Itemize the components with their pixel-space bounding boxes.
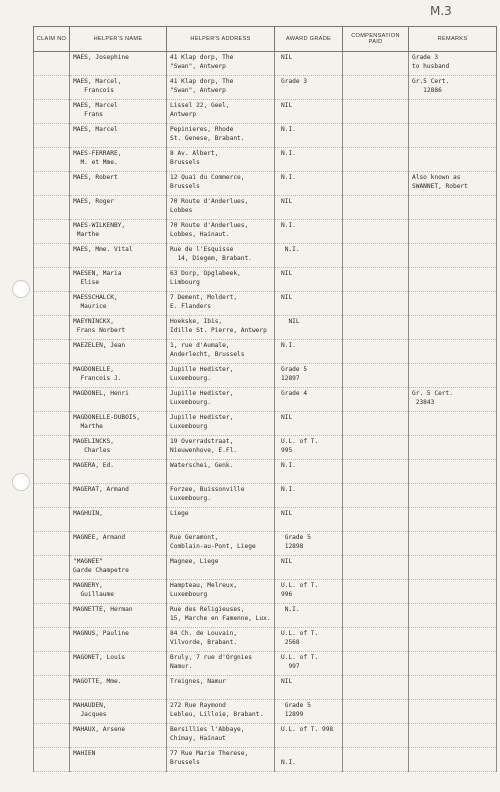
award-grade-cell: NIL — [275, 196, 343, 220]
award-grade-cell: NIL — [275, 268, 343, 292]
binder-hole — [12, 280, 30, 298]
remarks-cell — [409, 700, 497, 724]
compensation-cell — [343, 532, 409, 556]
compensation-cell — [343, 340, 409, 364]
claim-cell — [34, 340, 70, 364]
award-grade-cell: NIL — [275, 412, 343, 436]
compensation-cell — [343, 484, 409, 508]
table-row — [34, 580, 497, 604]
helper-name-cell: MAGDONELLE-DUBOIS, Marthe — [70, 412, 167, 436]
remarks-cell — [409, 652, 497, 676]
award-grade-cell: N.I. — [275, 148, 343, 172]
award-grade-cell: N.I. — [275, 124, 343, 148]
remarks-cell — [409, 196, 497, 220]
helper-name-cell: MAHAUDEN, Jacques — [70, 700, 167, 724]
remarks-cell — [409, 340, 497, 364]
helper-name-cell: MAES, Marcel Frans — [70, 100, 167, 124]
table-row — [34, 412, 497, 436]
remarks-cell — [409, 460, 497, 484]
compensation-cell — [343, 268, 409, 292]
claim-cell — [34, 628, 70, 652]
header-claim-no: CLAIM NO — [34, 27, 70, 52]
claim-cell — [34, 484, 70, 508]
table-row — [34, 76, 497, 100]
remarks-cell — [409, 628, 497, 652]
table-row — [34, 52, 497, 76]
compensation-cell — [343, 508, 409, 532]
award-grade-cell: U.L. of T. 995 — [275, 436, 343, 460]
claim-cell — [34, 580, 70, 604]
table-row — [34, 220, 497, 244]
header-award-grade: AWARD GRADE — [275, 27, 343, 52]
page-reference-tag: M.3 — [430, 4, 452, 18]
helper-address-cell: Jupille Hedister, Luxembourg — [167, 412, 275, 436]
helper-name-cell: MAHAUX, Arsene — [70, 724, 167, 748]
compensation-cell — [343, 556, 409, 580]
remarks-cell — [409, 292, 497, 316]
award-grade-cell: U.L. of T. 996 — [275, 580, 343, 604]
claim-cell — [34, 652, 70, 676]
helper-name-cell: MAGERAT, Armand — [70, 484, 167, 508]
award-grade-cell: U.L. of T. 998 — [275, 724, 343, 748]
helper-name-cell: MAEZELEN, Jean — [70, 340, 167, 364]
helper-name-cell: MAEYNINCKX, Frans Norbert — [70, 316, 167, 340]
helper-address-cell: Waterschei, Genk. — [167, 460, 275, 484]
helper-name-cell: MAHIEN — [70, 748, 167, 772]
claim-cell — [34, 268, 70, 292]
claim-cell — [34, 52, 70, 76]
claim-cell — [34, 76, 70, 100]
helper-address-cell: 12 Quai du Commerce, Brussels — [167, 172, 275, 196]
remarks-cell — [409, 436, 497, 460]
compensation-cell — [343, 196, 409, 220]
remarks-cell — [409, 316, 497, 340]
helper-address-cell: 70 Route d'Anderlues, Lobbes — [167, 196, 275, 220]
award-grade-cell: U.L. of T. 997 — [275, 652, 343, 676]
award-grade-cell: NIL — [275, 100, 343, 124]
compensation-cell — [343, 436, 409, 460]
header-helper-name: HELPER'S NAME — [70, 27, 167, 52]
helper-name-cell: MAGONET, Louis — [70, 652, 167, 676]
helper-name-cell: MAGNERY, Guillaume — [70, 580, 167, 604]
compensation-cell — [343, 244, 409, 268]
helper-name-cell: MAGNUS, Pauline — [70, 628, 167, 652]
table-row — [34, 124, 497, 148]
award-grade-cell: N.I. — [275, 220, 343, 244]
table-row — [34, 748, 497, 772]
compensation-cell — [343, 724, 409, 748]
compensation-cell — [343, 580, 409, 604]
helper-name-cell: MAES-FERRARE, M. et Mme. — [70, 148, 167, 172]
helper-name-cell: MAESSCHALCK, Maurice — [70, 292, 167, 316]
compensation-cell — [343, 748, 409, 772]
helper-address-cell: 70 Route d'Anderlues, Lobbes, Hainaut. — [167, 220, 275, 244]
helper-address-cell: Lissel 22, Geel, Antwerp — [167, 100, 275, 124]
table-row — [34, 196, 497, 220]
helper-address-cell: Bersillies l'Abbaye, Chimay, Hainaut — [167, 724, 275, 748]
claim-cell — [34, 244, 70, 268]
compensation-cell — [343, 52, 409, 76]
remarks-cell — [409, 580, 497, 604]
remarks-cell: Gr. 5 Cert. 23843 — [409, 388, 497, 412]
table-row — [34, 652, 497, 676]
helpers-register-table — [33, 26, 497, 772]
helper-name-cell: MAGERA, Ed. — [70, 460, 167, 484]
table-row — [34, 268, 497, 292]
table-row — [34, 364, 497, 388]
remarks-cell — [409, 364, 497, 388]
helper-address-cell: Rue de l'Esquisse 14, Diegem, Brabant. — [167, 244, 275, 268]
helper-name-cell: MAGDONEL, Henri — [70, 388, 167, 412]
helper-name-cell: MAGNETTE, Herman — [70, 604, 167, 628]
table-row — [34, 700, 497, 724]
award-grade-cell: Grade 5 12897 — [275, 364, 343, 388]
remarks-cell — [409, 268, 497, 292]
helper-name-cell: "MAGNEE" Garde Champetre — [70, 556, 167, 580]
remarks-cell — [409, 556, 497, 580]
helper-address-cell: Rue Geramont, Comblain-au-Pont, Liege — [167, 532, 275, 556]
remarks-cell — [409, 148, 497, 172]
claim-cell — [34, 508, 70, 532]
helper-address-cell: Hoekske, Ibis, Idille St. Pierre, Antwerp — [167, 316, 275, 340]
helper-name-cell: MAES, Marcel — [70, 124, 167, 148]
helper-address-cell: Jupille Hedister, Luxembourg. — [167, 364, 275, 388]
remarks-cell — [409, 484, 497, 508]
helper-address-cell: 77 Rue Marie Therese, Brussels — [167, 748, 275, 772]
award-grade-cell: NIL — [275, 508, 343, 532]
award-grade-cell: NIL — [275, 292, 343, 316]
helper-address-cell: 63 Dorp, Opglabeek, Limbourg — [167, 268, 275, 292]
claim-cell — [34, 556, 70, 580]
helper-address-cell: 19 Overradstraat, Nieuwenhove, E.Fl. — [167, 436, 275, 460]
compensation-cell — [343, 460, 409, 484]
helper-address-cell: Jupille Hedister, Luxembourg. — [167, 388, 275, 412]
helper-address-cell: Magnee, Liege — [167, 556, 275, 580]
helper-name-cell: MAGNEE, Armand — [70, 532, 167, 556]
claim-cell — [34, 292, 70, 316]
remarks-cell — [409, 412, 497, 436]
award-grade-cell: N.I. — [275, 460, 343, 484]
table-row — [34, 436, 497, 460]
table-row — [34, 340, 497, 364]
award-grade-cell: Grade 5 12898 — [275, 532, 343, 556]
claim-cell — [34, 676, 70, 700]
table-row — [34, 484, 497, 508]
compensation-cell — [343, 628, 409, 652]
helper-name-cell: MAGELINCKS, Charles — [70, 436, 167, 460]
award-grade-cell: N.I. — [275, 604, 343, 628]
table-row — [34, 148, 497, 172]
compensation-cell — [343, 676, 409, 700]
compensation-cell — [343, 148, 409, 172]
remarks-cell — [409, 532, 497, 556]
claim-cell — [34, 148, 70, 172]
helper-address-cell: 84 Ch. de Louvain, Vilvorde, Brabant. — [167, 628, 275, 652]
helper-address-cell: Hampteau, Melreux, Luxembourg — [167, 580, 275, 604]
claim-cell — [34, 700, 70, 724]
remarks-cell — [409, 244, 497, 268]
helper-name-cell: MAGDONELLE, Francois J. — [70, 364, 167, 388]
helper-name-cell: MAES, Robert — [70, 172, 167, 196]
claim-cell — [34, 100, 70, 124]
helper-address-cell: Forzee, Buissonville Luxembourg. — [167, 484, 275, 508]
helper-name-cell: MAES, Marcel, Francois — [70, 76, 167, 100]
award-grade-cell: NIL — [275, 316, 343, 340]
helper-name-cell: MAES, Roger — [70, 196, 167, 220]
claim-cell — [34, 412, 70, 436]
claim-cell — [34, 316, 70, 340]
header-remarks: REMARKS — [409, 27, 497, 52]
claim-cell — [34, 460, 70, 484]
remarks-cell: Also known as SWANNET, Robert — [409, 172, 497, 196]
claim-cell — [34, 364, 70, 388]
helper-name-cell: MAES, Mme. Vital — [70, 244, 167, 268]
table-row — [34, 244, 497, 268]
table-row — [34, 460, 497, 484]
table-row — [34, 676, 497, 700]
compensation-cell — [343, 220, 409, 244]
claim-cell — [34, 604, 70, 628]
compensation-cell — [343, 292, 409, 316]
remarks-cell — [409, 724, 497, 748]
claim-cell — [34, 724, 70, 748]
helper-address-cell: 8 Av. Albert, Brussels — [167, 148, 275, 172]
compensation-cell — [343, 76, 409, 100]
table-row — [34, 100, 497, 124]
claim-cell — [34, 196, 70, 220]
remarks-cell — [409, 604, 497, 628]
award-grade-cell: N.I. — [275, 244, 343, 268]
award-grade-cell: Grade 4 — [275, 388, 343, 412]
helper-address-cell: 1, rue d'Aumale, Anderlecht, Brussels — [167, 340, 275, 364]
compensation-cell — [343, 100, 409, 124]
remarks-cell: Gr.5 Cert. 12886 — [409, 76, 497, 100]
helper-name-cell: MAGOTTE, Mme. — [70, 676, 167, 700]
claim-cell — [34, 124, 70, 148]
award-grade-cell: Grade 3 — [275, 76, 343, 100]
table-row — [34, 724, 497, 748]
table-row — [34, 292, 497, 316]
table-row — [34, 172, 497, 196]
helper-address-cell: Liege — [167, 508, 275, 532]
compensation-cell — [343, 124, 409, 148]
remarks-cell: Grade 3 to husband — [409, 52, 497, 76]
claim-cell — [34, 532, 70, 556]
claim-cell — [34, 388, 70, 412]
award-grade-cell: N.I. — [275, 484, 343, 508]
remarks-cell — [409, 676, 497, 700]
helper-name-cell: MAES, Josephine — [70, 52, 167, 76]
claim-cell — [34, 748, 70, 772]
helper-address-cell: Rue des Religieuses, 15, Marche en Famenne, Lux. — [167, 604, 275, 628]
compensation-cell — [343, 316, 409, 340]
helper-address-cell: Bruly, 7 rue d'Orgnies Namur. — [167, 652, 275, 676]
helper-name-cell: MAGHUIN, — [70, 508, 167, 532]
award-grade-cell: N.I. — [275, 748, 343, 772]
award-grade-cell: NIL — [275, 676, 343, 700]
table-row — [34, 532, 497, 556]
header-helper-address: HELPER'S ADDRESS — [167, 27, 275, 52]
helper-address-cell: Pepinieres, Rhode St. Genese, Brabant. — [167, 124, 275, 148]
helper-address-cell: Treignes, Namur — [167, 676, 275, 700]
compensation-cell — [343, 700, 409, 724]
table-row — [34, 556, 497, 580]
remarks-cell — [409, 220, 497, 244]
compensation-cell — [343, 412, 409, 436]
claim-cell — [34, 172, 70, 196]
compensation-cell — [343, 364, 409, 388]
award-grade-cell: NIL — [275, 52, 343, 76]
award-grade-cell: N.I. — [275, 340, 343, 364]
award-grade-cell: NIL — [275, 556, 343, 580]
helper-name-cell: MAES-WILKENBY, Marthe — [70, 220, 167, 244]
award-grade-cell: Grade 5 12899 — [275, 700, 343, 724]
award-grade-cell: U.L. of T. 2568 — [275, 628, 343, 652]
helper-address-cell: 7 Dement, Moldert, E. Flanders — [167, 292, 275, 316]
table-row — [34, 388, 497, 412]
compensation-cell — [343, 652, 409, 676]
remarks-cell — [409, 508, 497, 532]
header-compensation-paid: COMPENSATION PAID — [343, 27, 409, 52]
helper-address-cell: 41 Klap dorp, The "Swan", Antwerp — [167, 52, 275, 76]
helper-address-cell: 41 Klap dorp, The "Swan", Antwerp — [167, 76, 275, 100]
table-row — [34, 604, 497, 628]
remarks-cell — [409, 100, 497, 124]
table-row — [34, 316, 497, 340]
compensation-cell — [343, 388, 409, 412]
remarks-cell — [409, 124, 497, 148]
helper-name-cell: MAESEN, Maria Elise — [70, 268, 167, 292]
table-row — [34, 628, 497, 652]
header-row — [34, 27, 497, 52]
remarks-cell — [409, 748, 497, 772]
compensation-cell — [343, 604, 409, 628]
claim-cell — [34, 436, 70, 460]
table-row — [34, 508, 497, 532]
helper-address-cell: 272 Rue Raymond Lebleu, Lilloie, Brabant. — [167, 700, 275, 724]
binder-hole — [12, 473, 30, 491]
claim-cell — [34, 220, 70, 244]
compensation-cell — [343, 172, 409, 196]
award-grade-cell: N.I. — [275, 172, 343, 196]
